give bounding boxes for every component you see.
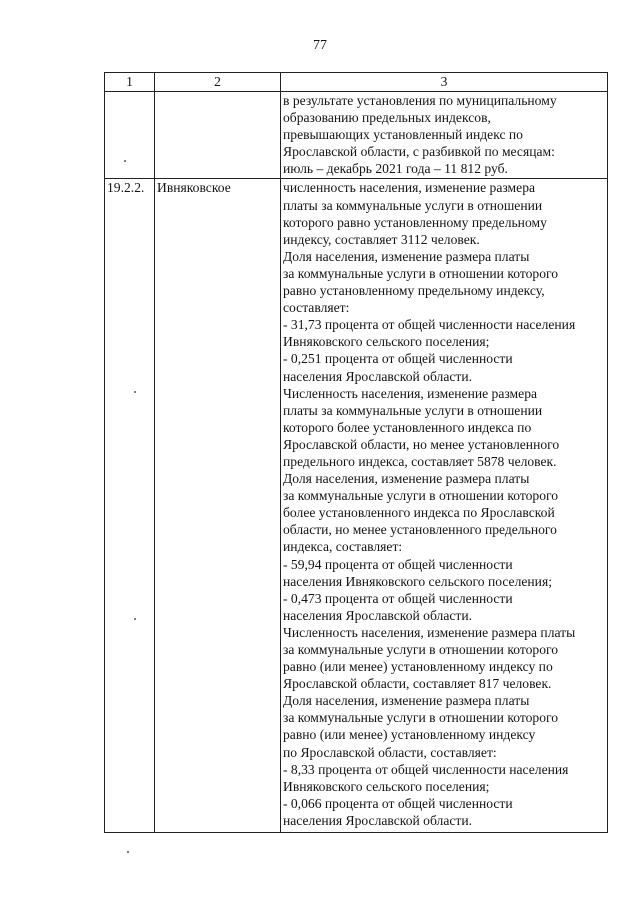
text-line: Численность населения, изменение размера платы: [283, 624, 576, 640]
text-line: превышающих установленный индекс по: [283, 127, 523, 143]
text-line: Ярославской области, с разбивкой по месяцам:: [283, 144, 555, 160]
text-line: Ивняковского сельского поселения;: [283, 778, 490, 794]
text-line: по Ярославской области, составляет:: [283, 744, 497, 760]
text-line: равно (или менее) установленному индексу по: [283, 659, 553, 675]
text-line: более установленного индекса по Ярославской: [283, 505, 555, 521]
text-line: образованию предельных индексов,: [283, 110, 491, 126]
text-line: равно (или менее) установленному индексу: [283, 727, 536, 743]
text-line: - 59,94 процента от общей численности: [283, 556, 513, 572]
text-line: июль – декабрь 2021 года – 11 812 руб.: [283, 161, 508, 177]
continuation-row: [105, 92, 608, 179]
text-line: - 0,066 процента от общей численности: [283, 795, 513, 811]
text-line: предельного индекса, составляет 5878 человек.: [283, 453, 557, 469]
text-line: населения Ярославской области.: [283, 812, 473, 828]
text-line: Доля населения, изменение размера платы: [283, 471, 530, 487]
header-col-1: 1: [105, 73, 155, 92]
text-line: численность населения, изменение размера: [283, 180, 536, 196]
text-line: населения Ярославской области.: [283, 368, 473, 384]
municipality-name: Ивняковское: [155, 179, 281, 833]
text-line: платы за коммунальные услуги в отношении: [283, 197, 543, 213]
text-line: которого более установленного индекса по: [283, 419, 532, 435]
text-line: индексу, составляет 3112 человек.: [283, 231, 480, 247]
text-line: за коммунальные услуги в отношении которого: [283, 488, 559, 504]
page-number: 77: [313, 38, 327, 53]
text-line: составляет:: [283, 300, 350, 316]
text-line: равно установленному предельному индексу,: [283, 283, 545, 299]
continuation-number-cell: [105, 92, 155, 179]
text-line: населения Ивняковского сельского поселения;: [283, 573, 552, 589]
text-line: Ярославской области, составляет 817 человек.: [283, 676, 552, 692]
text-line: населения Ярославской области.: [283, 607, 473, 623]
text-line: - 8,33 процента от общей численности населения: [283, 761, 569, 777]
text-line: в результате установления по муниципальному: [283, 93, 557, 108]
header-col-3: 3: [281, 73, 608, 92]
text-line: - 31,73 процента от общей численности населения: [283, 317, 576, 333]
text-line: за коммунальные услуги в отношении которого: [283, 710, 559, 726]
text-line: платы за коммунальные услуги в отношении: [283, 402, 543, 418]
text-line: Доля населения, изменение размера платы: [283, 693, 530, 709]
header-col-2: 2: [155, 73, 281, 92]
table-row: [105, 179, 608, 833]
row-description: [281, 179, 608, 833]
text-line: за коммунальные услуги в отношении которого: [283, 642, 559, 657]
data-table: [104, 72, 608, 833]
text-line: за коммунальные услуги в отношении которого: [283, 265, 559, 281]
text-line: Ивняковского сельского поселения;: [283, 334, 490, 350]
text-line: которого равно установленному предельному: [283, 214, 547, 230]
text-line: области, но менее установленного предельного: [283, 522, 557, 538]
text-line: Доля населения, изменение размера платы: [283, 248, 530, 264]
continuation-text-cell: [281, 92, 608, 179]
text-line: Численность населения, изменение размера: [283, 385, 538, 401]
table-header-row: [105, 73, 608, 92]
text-line: - 0,251 процента от общей численности: [283, 351, 513, 367]
continuation-name-cell: [155, 92, 281, 179]
row-number: 19.2.2.: [105, 179, 155, 833]
text-line: - 0,473 процента от общей численности: [283, 590, 513, 606]
text-line: Ярославской области, но менее установленного: [283, 436, 560, 452]
text-line: индекса, составляет:: [283, 539, 403, 555]
